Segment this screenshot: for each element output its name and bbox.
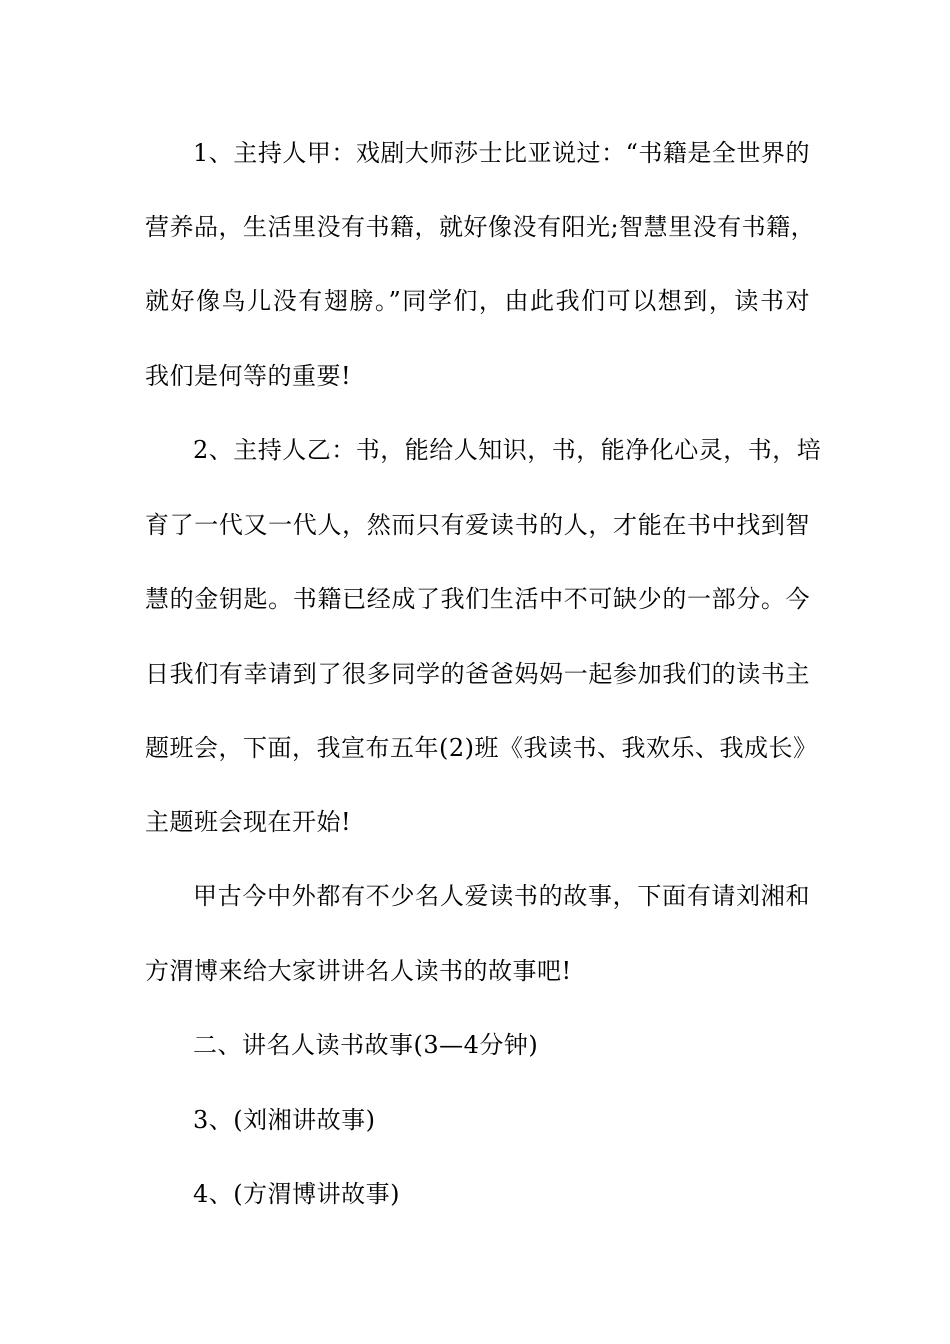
list-item-3: 3、(刘湘讲故事) [193,1106,376,1134]
paragraph-2-line-1: 2、主持人乙：书，能给人知识，书，能净化心灵，书，培 [193,436,822,464]
paragraph-3-line-1: 甲古今中外都有不少名人爱读书的故事，下面有请刘湘和 [193,882,810,910]
paragraph-1-line-3: 就好像鸟儿没有翅膀。”同学们，由此我们可以想到，读书对 [145,287,810,315]
paragraph-1-line-1: 1、主持人甲：戏剧大师莎士比亚说过：“书籍是全世界的 [193,139,810,167]
list-item-4: 4、(方渭博讲故事) [193,1180,400,1208]
paragraph-2-line-4: 日我们有幸请到了很多同学的爸爸妈妈一起参加我们的读书主 [145,660,810,688]
paragraph-1-line-2: 营养品，生活里没有书籍，就好像没有阳光;智慧里没有书籍， [145,213,816,241]
paragraph-1-line-4: 我们是何等的重要! [145,362,352,390]
paragraph-2-line-5: 题班会，下面，我宣布五年(2)班《我读书、我欢乐、我成长》 [145,734,818,762]
paragraph-2-line-2: 育了一代又一代人，然而只有爱读书的人，才能在书中找到智 [145,511,810,539]
section-heading: 二、讲名人读书故事(3—4分钟) [193,1031,539,1059]
paragraph-2-line-6: 主题班会现在开始! [145,808,352,836]
paragraph-3-line-2: 方渭博来给大家讲讲名人读书的故事吧! [145,957,572,985]
paragraph-2-line-3: 慧的金钥匙。书籍已经成了我们生活中不可缺少的一部分。今 [145,585,810,613]
